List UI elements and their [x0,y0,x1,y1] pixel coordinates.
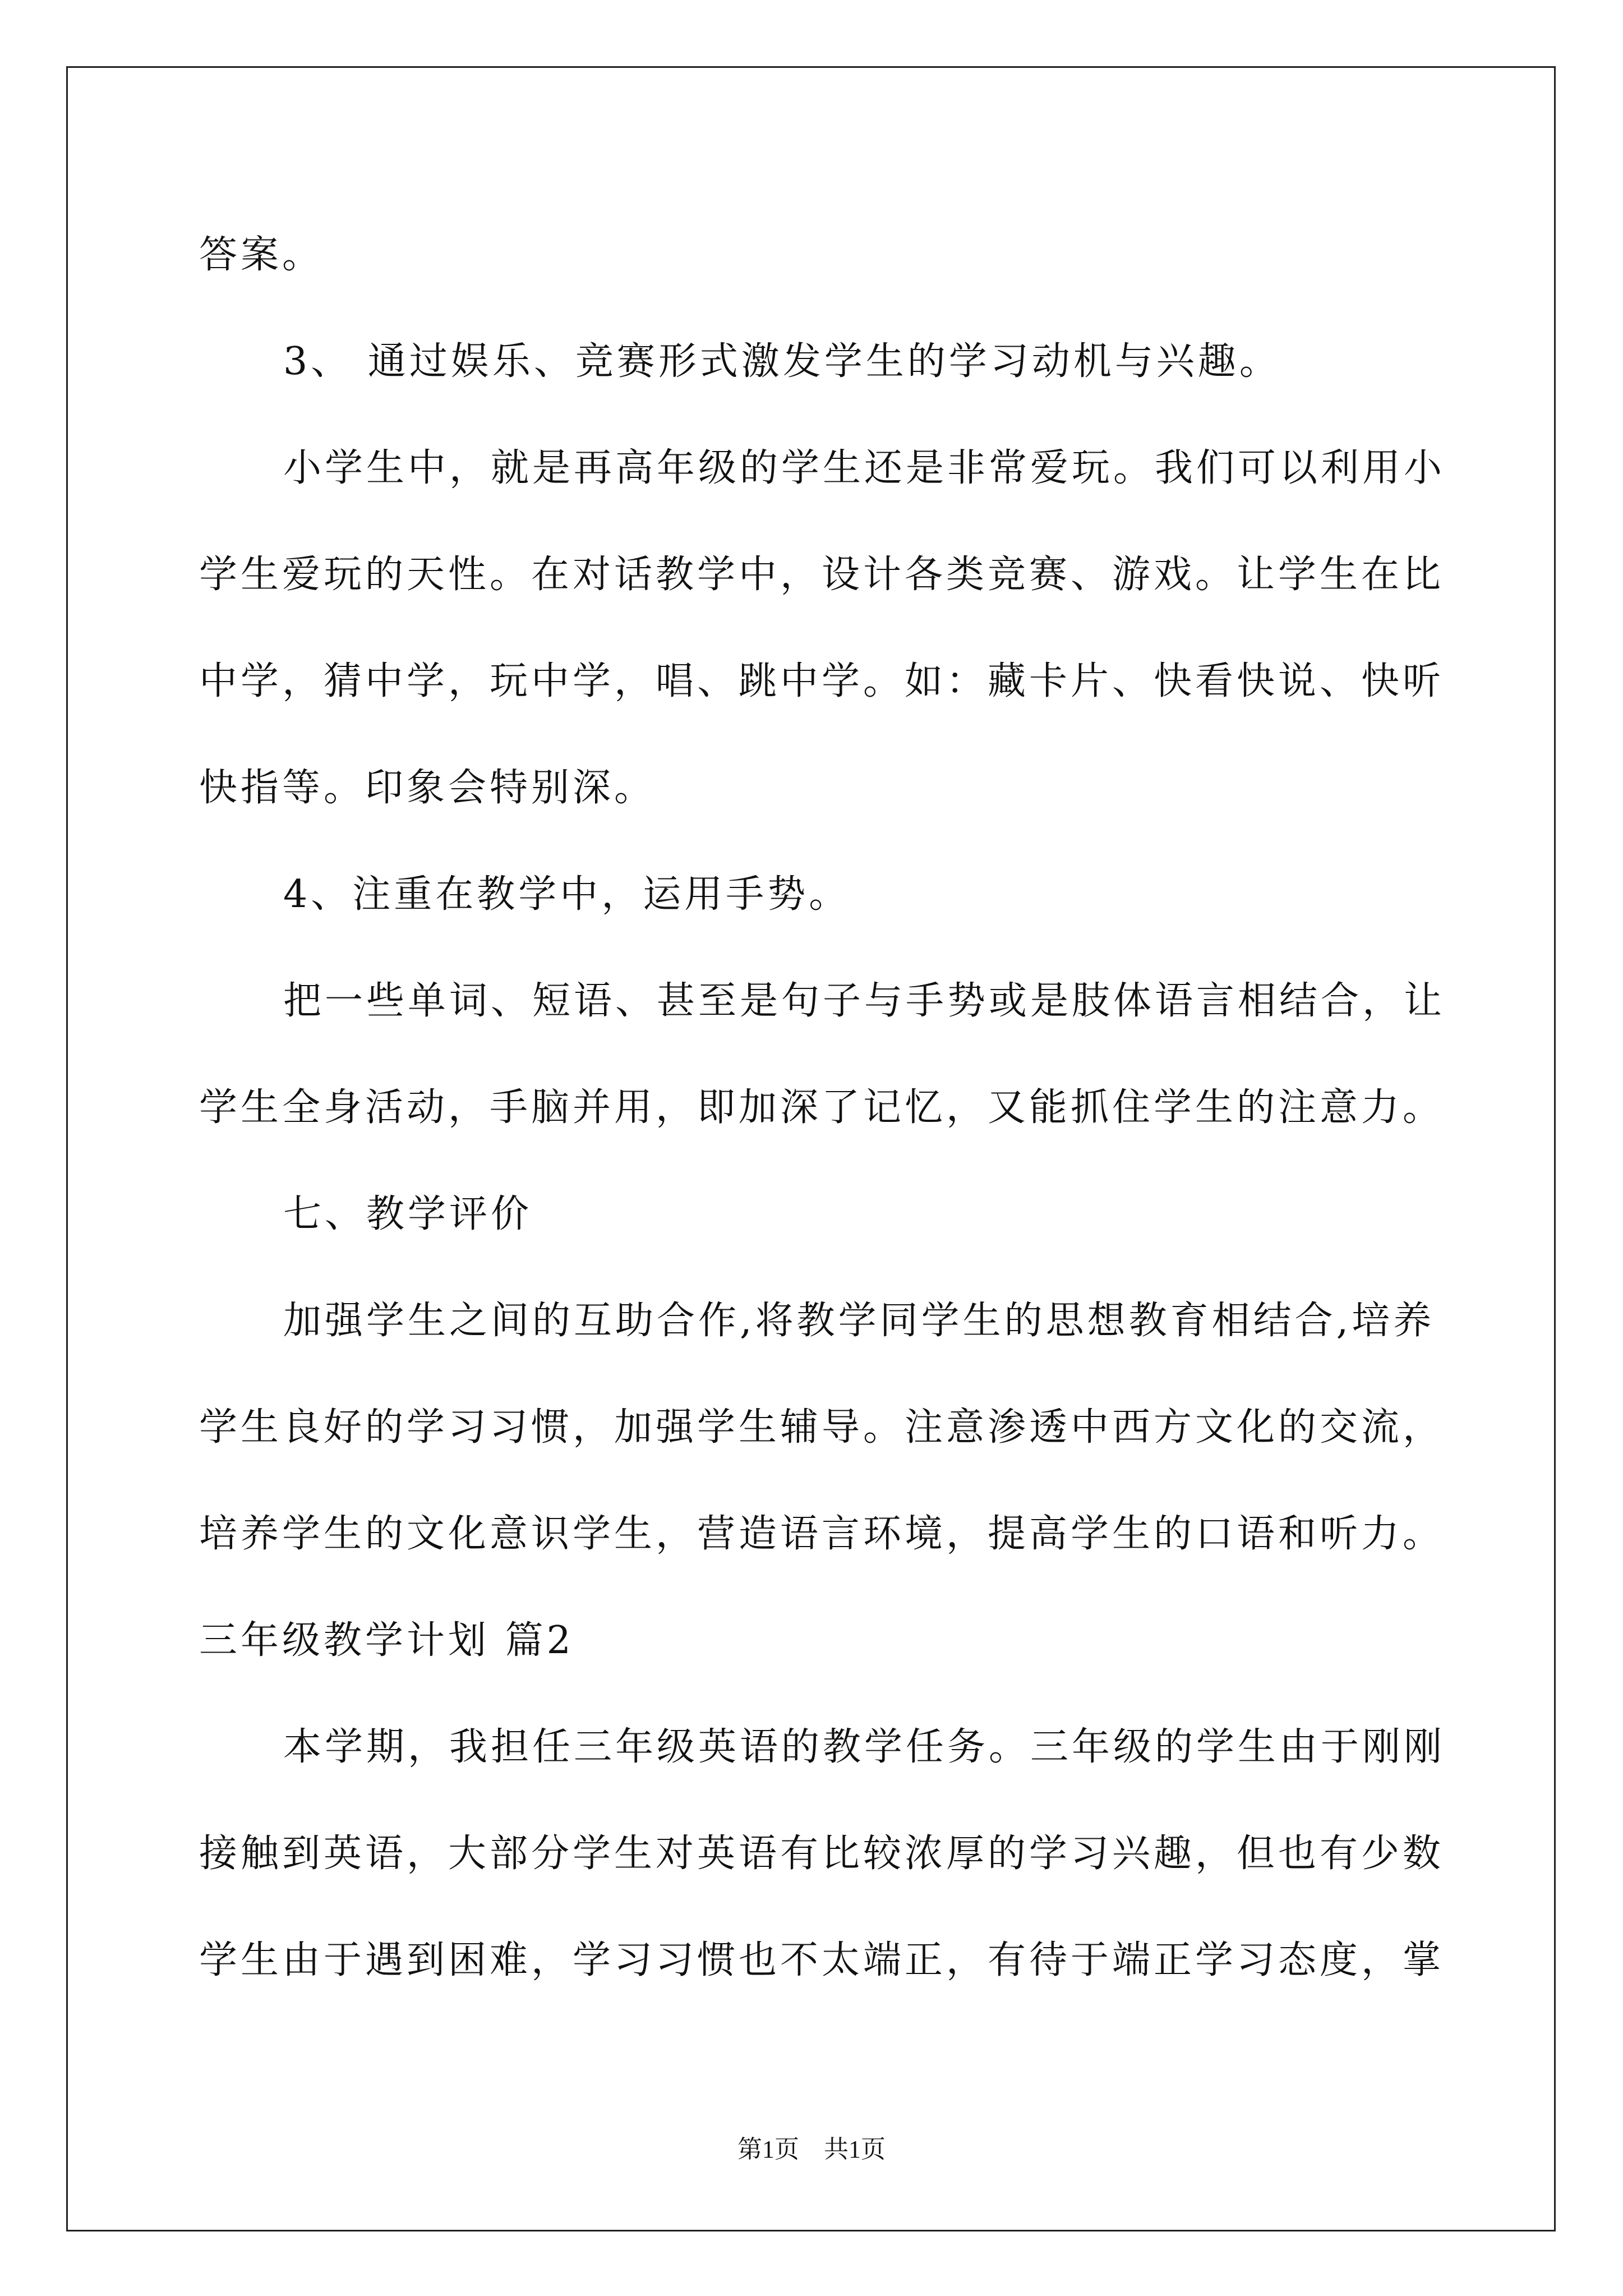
document-body [199,202,1446,2014]
text-line: 答案。 [199,233,324,277]
page-number: 第1页 共1页 [737,2136,886,2163]
text-line: 本学期，我担任三年级英语的教学任务。三年级的学生由于刚刚 [283,1725,1446,1769]
text-line: 学生爱玩的天性。在对话教学中，设计各类竞赛、游戏。让学生在比 [199,553,1445,597]
text-line: 学生全身活动，手脑并用，即加深了记忆，又能抓住学生的注意力。 [199,1085,1445,1130]
text-line: 学生由于遇到困难，学习习惯也不太端正，有待于端正学习态度，掌 [199,1938,1445,1982]
text-line: 学生良好的学习习惯，加强学生辅导。注意渗透中西方文化的交流， [199,1405,1445,1450]
text-line: 加强学生之间的互助合作,将教学同学生的思想教育相结合,培养 [283,1299,1435,1343]
text-line: 把一些单词、短语、甚至是句子与手势或是肢体语言相结合，让 [283,979,1446,1023]
text-line: 培养学生的文化意识学生，营造语言环境，提高学生的口语和听力。 [199,1512,1445,1556]
text-line: 小学生中，就是再高年级的学生还是非常爱玩。我们可以利用小 [283,446,1446,490]
section-title: 三年级教学计划 篇2 [199,1618,574,1663]
text-line: 快指等。印象会特别深。 [199,766,656,810]
text-line: 接触到英语，大部分学生对英语有比较浓厚的学习兴趣，但也有少数 [199,1832,1445,1876]
section-heading: 七、教学评价 [283,1192,533,1236]
text-line: 3、 通过娱乐、竞赛形式激发学生的学习动机与兴趣。 [283,339,1281,384]
text-line: 4、注重在教学中，运用手势。 [283,872,851,917]
text-line: 中学，猜中学，玩中学，唱、跳中学。如：藏卡片、快看快说、快听 [199,659,1445,703]
